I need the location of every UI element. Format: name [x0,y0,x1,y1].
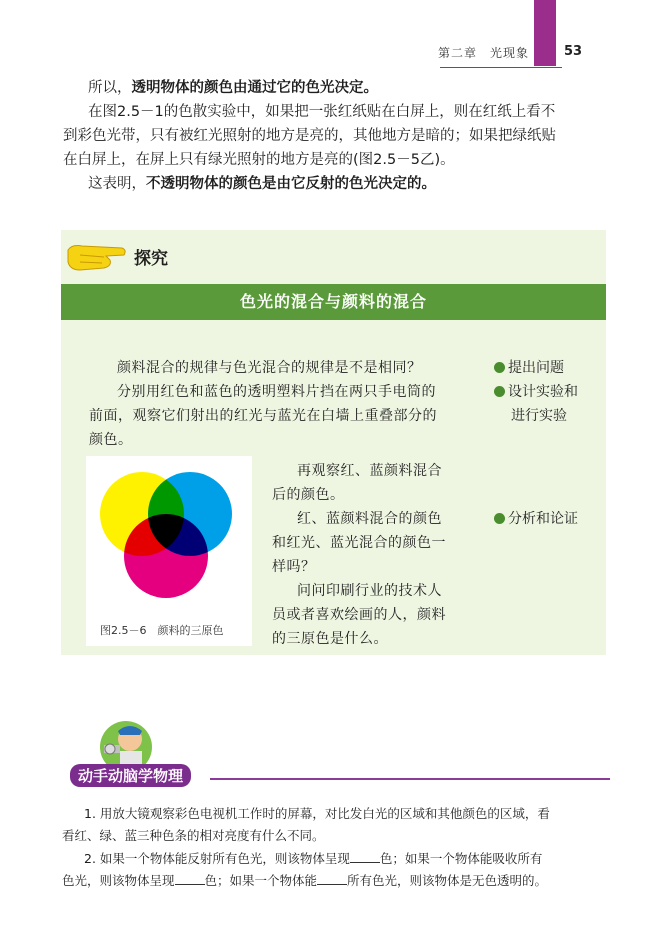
explore-compare-line3: 样吗？ [272,559,316,575]
exercise-2-line2 [62,870,547,892]
magenta-circle [124,514,208,598]
page-number: 53 [564,44,583,59]
explore-ask-line1: 问问印刷行业的技术人 [297,583,442,599]
fill-blank[interactable] [350,862,380,863]
explore-ask-line2: 员或者喜欢绘画的人，颜料 [272,607,446,623]
pigment-primaries-figure [86,456,252,616]
exercise-2-text: 色；如果一个物体能 [204,873,318,888]
paragraph-dispersion-line1: 在图2.5－1的色散实验中，如果把一张红纸贴在白屏上，则在红纸上看不 [88,104,556,120]
explore-observe-line2: 后的颜色。 [272,487,345,503]
explore-compare-line1: 红、蓝颜料混合的颜色 [297,511,442,527]
chapter-title: 第二章 光现象 [438,46,530,60]
explore-label: 探究 [134,249,168,269]
fill-blank[interactable] [317,884,347,885]
para3-bold: 不透明物体的颜色是由它反射的色光决定的。 [146,176,436,192]
hands-on-rule [210,778,610,780]
exercise-2-line1 [84,848,542,870]
figure-caption: 图2.5－6 颜料的三原色 [100,624,224,637]
exercise-2-text: 色光，则该物体呈现 [62,873,175,888]
para1-bold: 透明物体的颜色由通过它的色光决定。 [131,80,378,96]
step-design-experiment-cont: 进行实验 [511,408,567,424]
paragraph-dispersion-line2: 到彩色光带，只有被红光照射的地方是亮的，其他地方是暗的；如果把绿纸贴 [63,128,556,144]
explore-question: 颜料混合的规律与色光混合的规律是不是相同？ [117,360,422,376]
exercise-2-text: 色；如果一个物体能吸收所有 [379,851,543,866]
explore-experiment-line2: 前面，观察它们射出的红光与蓝光在白墙上重叠部分的 [89,408,437,424]
header-rule [440,67,562,68]
explore-ask-line3: 的三原色是什么。 [272,631,388,647]
chapter-tab-marker [534,0,556,66]
step-propose-question [494,356,564,380]
para3-prefix: 这表明， [88,176,146,192]
pointing-hand-icon [66,240,128,274]
paragraph-opaque [88,173,436,196]
explore-experiment-line3: 颜色。 [89,432,133,448]
bullet-icon [494,362,505,373]
exercise-2-text: 2. 如果一个物体能反射所有色光，则该物体呈现 [84,851,350,866]
explore-banner-title: 色光的混合与颜料的混合 [239,292,427,311]
hands-on-title: 动手动脑学物理 [70,764,191,787]
bullet-icon [494,513,505,524]
paragraph-dispersion-line3: 在白屏上，在屏上只有绿光照射的地方是亮的(图2.5－5乙)。 [63,152,455,168]
paragraph-transparent [88,77,378,100]
step-label: 分析和论证 [508,511,578,527]
explore-compare-line2: 和红光、蓝光混合的颜色一 [272,535,446,551]
para1-prefix: 所以， [88,80,132,96]
step-design-experiment [494,380,578,404]
exercise-2-text: 所有色光，则该物体是无色透明的。 [347,873,548,888]
exercise-1-line1: 1. 用放大镜观察彩色电视机工作时的屏幕，对比发白光的区域和其他颜色的区域，看 [84,806,550,821]
bullet-icon [494,386,505,397]
step-label: 提出问题 [508,360,564,376]
step-analysis [494,507,578,531]
explore-observe-line1: 再观察红、蓝颜料混合 [297,463,442,479]
explore-experiment-line1: 分别用红色和蓝色的透明塑料片挡在两只手电筒的 [117,384,436,400]
fill-blank[interactable] [175,884,205,885]
exercise-1-line2: 看红、绿、蓝三种色条的相对亮度有什么不同。 [62,828,325,843]
student-mascot-icon [86,715,166,771]
step-label: 设计实验和 [508,384,578,400]
